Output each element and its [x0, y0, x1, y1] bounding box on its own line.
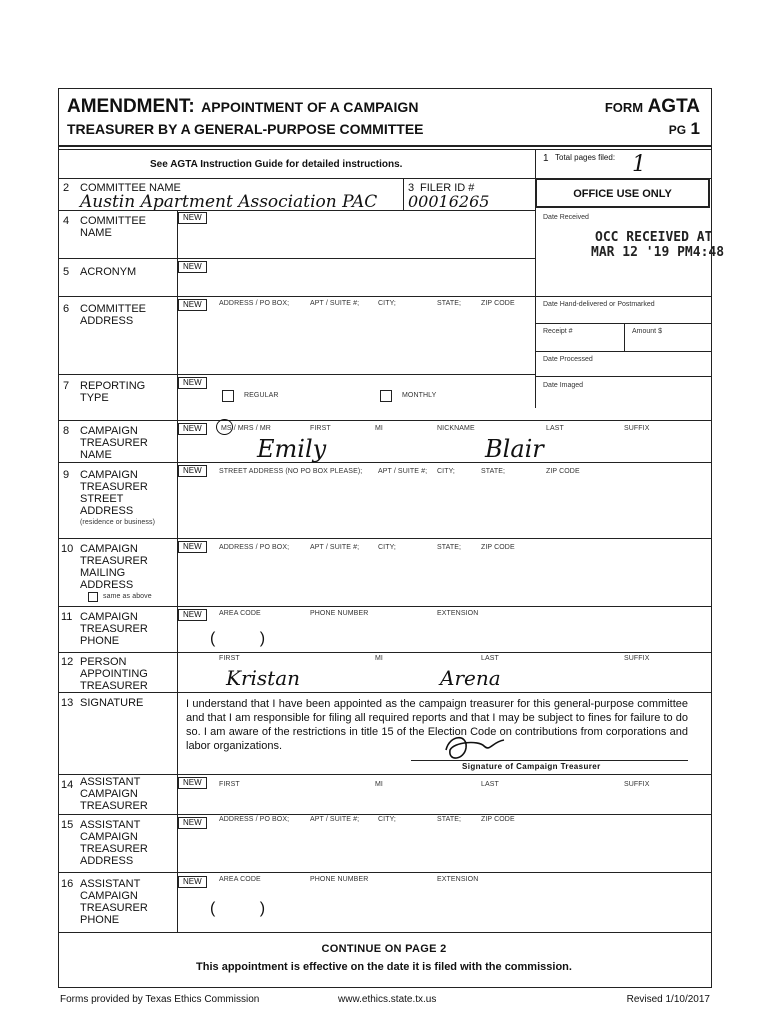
pg-number: 1 — [690, 119, 700, 138]
mi-sublabel-12: MI — [375, 655, 383, 662]
zip-sublabel-10: ZIP CODE — [481, 544, 515, 551]
field-5-num: 5 — [63, 266, 70, 278]
same-as-above-label: same as above — [103, 593, 152, 600]
label-column-divider-13 — [177, 692, 178, 774]
field-4-num: 4 — [63, 215, 70, 227]
address-sublabel-10: ADDRESS / PO BOX; — [219, 544, 290, 551]
title-sublabel-8: MS / MRS / MR — [221, 425, 271, 432]
city-sublabel-9: CITY; — [437, 468, 455, 475]
row-divider-2 — [58, 210, 536, 211]
treasurer-mailing-label-2: TREASURER — [80, 555, 148, 567]
new-badge-4[interactable]: NEW — [178, 212, 207, 224]
address-sublabel-15: ADDRESS / PO BOX; — [219, 816, 290, 823]
amount-label: Amount $ — [632, 328, 662, 335]
total-pages-num: 1 — [543, 153, 549, 164]
office-divider-1 — [535, 296, 711, 297]
hand-delivered-label: Date Hand-delivered or Postmarked — [543, 301, 655, 308]
zip-sublabel-15: ZIP CODE — [481, 816, 515, 823]
new-badge-8[interactable]: NEW — [178, 423, 207, 435]
city-sublabel-15: CITY; — [378, 816, 396, 823]
same-as-above-checkbox[interactable] — [88, 592, 98, 602]
committee-new-label-2: NAME — [80, 227, 112, 239]
zip-sublabel-9: ZIP CODE — [546, 468, 580, 475]
row-divider-8 — [58, 462, 711, 463]
last-sublabel-14: LAST — [481, 781, 499, 788]
field-2-num: 2 — [63, 182, 70, 194]
effective-text: This appointment is effective on the date it is filed with the commission. — [196, 961, 572, 973]
field-15-num: 15 — [61, 819, 74, 831]
signature-caption: Signature of Campaign Treasurer — [462, 762, 601, 771]
apt-sublabel-10: APT / SUITE #; — [310, 544, 360, 551]
treasurer-name-label-2: TREASURER — [80, 437, 148, 449]
apt-sublabel-9: APT / SUITE #; — [378, 468, 428, 475]
first-sublabel-12: FIRST — [219, 655, 240, 662]
total-pages-value[interactable]: 1 — [632, 152, 646, 177]
field-14-num: 14 — [61, 779, 74, 791]
label-column-divider-8 — [177, 420, 178, 462]
asst-phone-label-2: CAMPAIGN — [80, 890, 138, 902]
row-divider-7 — [58, 420, 711, 421]
area-code-sublabel-11: AREA CODE — [219, 610, 261, 617]
mi-sublabel-14: MI — [375, 781, 383, 788]
instructions-text: See AGTA Instruction Guide for detailed instructions. — [150, 159, 403, 170]
reporting-type-label — [80, 380, 145, 404]
zip-sublabel-6: ZIP CODE — [481, 300, 515, 307]
form-code — [560, 96, 700, 118]
row-divider-5 — [58, 296, 536, 297]
regular-checkbox[interactable] — [222, 390, 234, 402]
phone-parens-11[interactable]: ( ) — [210, 630, 266, 647]
title-line-1: APPOINTMENT OF A CAMPAIGN — [201, 99, 419, 115]
field-13-num: 13 — [61, 697, 74, 709]
treasurer-mailing-label-1: CAMPAIGN — [80, 543, 138, 555]
field-3-num: 3 — [408, 182, 415, 194]
label-column-divider-6 — [177, 296, 178, 374]
asst-name-label-1: ASSISTANT — [80, 776, 141, 788]
treasurer-street-label-1: CAMPAIGN — [80, 469, 138, 481]
state-sublabel-6: STATE; — [437, 300, 462, 307]
treasurer-mailing-label-3: MAILING — [80, 567, 126, 579]
new-badge-5[interactable]: NEW — [178, 261, 207, 273]
signature-label: SIGNATURE — [80, 697, 144, 709]
state-sublabel-15: STATE; — [437, 816, 462, 823]
field-11-num: 11 — [61, 611, 73, 623]
new-badge-15[interactable]: NEW — [178, 817, 207, 829]
monthly-checkbox[interactable] — [380, 390, 392, 402]
label-column-divider-15 — [177, 814, 178, 872]
state-sublabel-9: STATE; — [481, 468, 506, 475]
header-divider-thin — [58, 149, 711, 150]
label-column-divider-16 — [177, 872, 178, 932]
treasurer-first-value[interactable]: Emily — [257, 435, 327, 463]
committee-new-label — [80, 215, 146, 239]
treasurer-mailing-label — [80, 543, 148, 591]
header-divider — [58, 145, 711, 147]
new-badge-14[interactable]: NEW — [178, 777, 207, 789]
total-pages-divider — [535, 149, 536, 179]
total-pages-label: Total pages filed: — [555, 153, 616, 162]
residence-note: (residence or business) — [80, 519, 156, 526]
first-sublabel-8: FIRST — [310, 425, 331, 432]
appointing-last-value[interactable]: Arena — [440, 666, 501, 690]
new-badge-7[interactable]: NEW — [178, 377, 207, 389]
suffix-sublabel-12: SUFFIX — [624, 655, 650, 662]
field-6-num: 6 — [63, 303, 70, 315]
extension-sublabel-11: EXTENSION — [437, 610, 479, 617]
asst-name-label — [80, 776, 148, 812]
form-title — [67, 96, 418, 118]
receipt-amount-divider — [624, 323, 625, 351]
apt-sublabel-15: APT / SUITE #; — [310, 816, 360, 823]
form-code-value: AGTA — [647, 96, 700, 117]
filer-id-value[interactable]: 00016265 — [408, 192, 490, 211]
field-9-num: 9 — [63, 469, 70, 481]
treasurer-phone-label — [80, 611, 148, 647]
received-stamp — [591, 230, 725, 260]
stamp-line-1: OCC RECEIVED AT — [595, 230, 713, 245]
monthly-label: MONTHLY — [402, 392, 437, 399]
stamp-line-2: MAR 12 '19 PM4:48 — [591, 245, 725, 260]
reporting-type-label-1: REPORTING — [80, 380, 146, 392]
city-sublabel-6: CITY; — [378, 300, 396, 307]
regular-label: REGULAR — [244, 392, 279, 399]
asst-phone-label-3: TREASURER — [80, 902, 148, 914]
asst-address-label-2: CAMPAIGN — [80, 831, 138, 843]
office-divider-3 — [535, 351, 711, 352]
label-column-divider-7 — [177, 374, 178, 420]
field-16-num: 16 — [61, 878, 74, 890]
row-divider-10 — [58, 606, 711, 607]
street-sublabel-9: STREET ADDRESS (NO PO BOX PLEASE); — [219, 468, 363, 475]
phone-parens-16[interactable]: ( ) — [210, 900, 266, 917]
new-badge-11[interactable]: NEW — [178, 609, 207, 621]
office-divider-4 — [535, 376, 711, 377]
label-column-divider-14 — [177, 774, 178, 814]
footer-provided: Forms provided by Texas Ethics Commission — [60, 994, 260, 1005]
last-sublabel-8: LAST — [546, 425, 564, 432]
footer-revised: Revised 1/10/2017 — [626, 994, 710, 1005]
area-code-sublabel-16: AREA CODE — [219, 876, 261, 883]
page-indicator — [600, 119, 700, 139]
apt-sublabel-6: APT / SUITE #; — [310, 300, 360, 307]
city-sublabel-10: CITY; — [378, 544, 396, 551]
treasurer-name-label-1: CAMPAIGN — [80, 425, 138, 437]
asst-name-label-2: CAMPAIGN — [80, 788, 138, 800]
field-12-num: 12 — [61, 656, 74, 668]
title-line-2: TREASURER BY A GENERAL-PURPOSE COMMITTEE — [67, 121, 424, 137]
date-received-label: Date Received — [543, 214, 589, 221]
row-divider-13 — [58, 774, 711, 775]
treasurer-street-label-2: TREASURER — [80, 481, 148, 493]
phone-sublabel-11: PHONE NUMBER — [310, 610, 369, 617]
suffix-sublabel-8: SUFFIX — [624, 425, 650, 432]
first-sublabel-14: FIRST — [219, 781, 240, 788]
asst-phone-label — [80, 878, 148, 926]
row-divider-15 — [58, 872, 711, 873]
treasurer-last-value[interactable]: Blair — [485, 435, 544, 463]
signature-statement: I understand that I have been appointed as the campaign treasurer for this general-purpose committee and that I am responsible for filing all required reports and that I may be subject to fines for failure to do so. I am aware of the restrictions in title 15 of the Election Code on contributions from corporations and labor organizations. — [186, 698, 688, 752]
label-column-divider-10 — [177, 538, 178, 606]
treasurer-street-label-3: STREET — [80, 493, 124, 505]
treasurer-phone-label-2: TREASURER — [80, 623, 148, 635]
committee-address-label-2: ADDRESS — [80, 315, 134, 327]
extension-sublabel-16: EXTENSION — [437, 876, 479, 883]
row-divider-9 — [58, 538, 711, 539]
mi-sublabel-8: MI — [375, 425, 383, 432]
row-divider-6 — [58, 374, 536, 375]
appointing-label-3: TREASURER — [80, 680, 148, 692]
new-badge-10[interactable]: NEW — [178, 541, 207, 553]
treasurer-name-label — [80, 425, 148, 461]
new-badge-16[interactable]: NEW — [178, 876, 207, 888]
continue-text: CONTINUE ON PAGE 2 — [321, 943, 447, 955]
treasurer-name-label-3: NAME — [80, 449, 112, 461]
last-sublabel-12: LAST — [481, 655, 499, 662]
committee-name-label: COMMITTEE NAME — [80, 182, 181, 194]
filer-id-divider — [403, 178, 404, 210]
appointing-label-2: APPOINTING — [80, 668, 148, 680]
row-divider-16 — [58, 932, 711, 933]
nickname-sublabel-8: NICKNAME — [437, 425, 475, 432]
new-badge-6[interactable]: NEW — [178, 299, 207, 311]
asst-address-label-1: ASSISTANT — [80, 819, 141, 831]
label-column-divider-11 — [177, 606, 178, 652]
asst-phone-label-1: ASSISTANT — [80, 878, 141, 890]
form-word: FORM — [604, 100, 644, 115]
committee-new-label-1: COMMITTEE — [80, 215, 146, 227]
committee-address-label — [80, 303, 146, 327]
phone-sublabel-16: PHONE NUMBER — [310, 876, 369, 883]
amendment-label: AMENDMENT: — [67, 96, 195, 117]
asst-address-label — [80, 819, 148, 867]
acronym-label: ACRONYM — [80, 266, 137, 278]
field-8-num: 8 — [63, 425, 70, 437]
date-imaged-label: Date Imaged — [543, 382, 584, 389]
state-sublabel-10: STATE; — [437, 544, 462, 551]
treasurer-street-label — [80, 469, 148, 517]
pg-word: PG — [668, 123, 687, 137]
treasurer-phone-label-3: PHONE — [80, 635, 120, 647]
treasurer-street-label-4: ADDRESS — [80, 505, 134, 517]
suffix-sublabel-14: SUFFIX — [624, 781, 650, 788]
asst-name-label-3: TREASURER — [80, 800, 148, 812]
row-divider-4 — [58, 258, 536, 259]
signature-line — [411, 760, 688, 761]
footer-url[interactable]: www.ethics.state.tx.us — [338, 994, 437, 1005]
label-column-divider-4 — [177, 210, 178, 258]
asst-phone-label-4: PHONE — [80, 914, 120, 926]
treasurer-phone-label-1: CAMPAIGN — [80, 611, 138, 623]
asst-address-label-4: ADDRESS — [80, 855, 134, 867]
row-divider-11 — [58, 652, 711, 653]
date-processed-label: Date Processed — [543, 356, 593, 363]
field-10-num: 10 — [61, 543, 74, 555]
appointing-first-value[interactable]: Kristan — [226, 666, 301, 690]
appointing-person-label — [80, 656, 148, 692]
field-7-num: 7 — [63, 380, 70, 392]
appointing-label-1: PERSON — [80, 656, 127, 668]
label-column-divider-12 — [177, 652, 178, 692]
office-divider-2 — [535, 323, 711, 324]
label-column-divider-5 — [177, 258, 178, 296]
office-column-left — [535, 208, 536, 408]
asst-address-label-3: TREASURER — [80, 843, 148, 855]
row-divider-14 — [58, 814, 711, 815]
label-column-divider-9 — [177, 462, 178, 538]
receipt-label: Receipt # — [543, 328, 573, 335]
committee-address-label-1: COMMITTEE — [80, 303, 146, 315]
row-divider-12 — [58, 692, 711, 693]
filer-id-label: FILER ID # — [420, 182, 475, 194]
treasurer-mailing-label-4: ADDRESS — [80, 579, 134, 591]
reporting-type-label-2: TYPE — [80, 392, 109, 404]
office-use-title: OFFICE USE ONLY — [573, 188, 672, 200]
address-sublabel-6: ADDRESS / PO BOX; — [219, 300, 290, 307]
new-badge-9[interactable]: NEW — [178, 465, 207, 477]
committee-name-value[interactable]: Austin Apartment Association PAC — [80, 192, 378, 212]
